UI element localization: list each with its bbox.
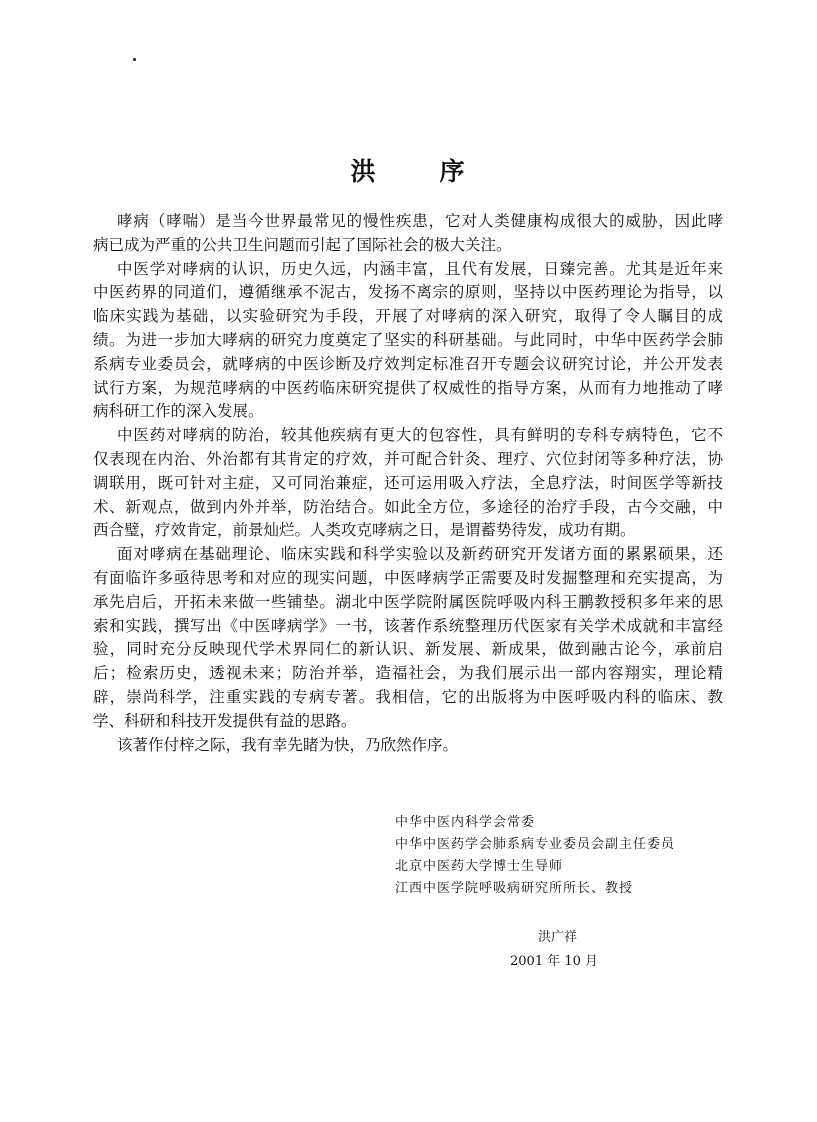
paragraph [93,424,723,543]
text-line: 面对哮病在基础理论、临床实践和科学实验以及新药研究开发诸方面的累累硕果，还 [117,545,723,564]
text-line: 术、新观点，做到内外并举，防治结合。如此全方位，多途径的治疗手段，古今交融，中 [93,497,723,516]
text-line: 病科研工作的深入发展。 [93,402,264,421]
author-name: 洪广祥 [538,930,578,945]
text-line: 西合璧，疗效肯定，前景灿烂。人类攻克哮病之日，是谓蓄势待发，成功有期。 [93,521,636,540]
text-line: 系病专业委员会，就哮病的中医诊断及疗效判定标准召开专题会议研究讨论，并公开发表 [93,354,723,373]
text-line: 学、科研和科技开发提供有益的思路。 [93,711,357,730]
text-line: 哮病（哮喘）是当今世界最常见的慢性疾患，它对人类健康构成很大的威胁，因此哮 [117,212,723,230]
text-line: 中医药对哮病的防治，较其他疾病有更大的包容性，具有鲜明的专科专病特色，它不 [117,426,723,445]
text-line: 临床实践为基础，以实验研究为手段，开展了对哮病的深入研究，取得了令人瞩目的成 [93,307,723,326]
title-char-1: 洪 [350,157,378,186]
text-line: 索和实践，撰写出《中医哮病学》一书，该著作系统整理历代医家有关学术成就和丰富经 [93,616,723,635]
paragraph [93,258,723,425]
text-line: 病已成为严重的公共卫生问题而引起了国际社会的极大关注。 [93,235,512,254]
signature-date: 2001 年 10 月 [510,954,599,969]
text-line: 该著作付梓之际，我有幸先睹为快，乃欣然作序。 [117,735,459,754]
text-line: 验，同时充分反映现代学术界同仁的新认识、新发展、新成果，做到融古论今，承前启 [93,640,723,659]
affiliation-line: 中华中医药学会肺系病专业委员会副主任委员 [395,837,676,852]
text-line: 承先启后，开拓未来做一些铺垫。湖北中医学院附属医院呼吸内科王鹏教授积多年来的思 [93,592,723,611]
page-title [0,152,817,188]
text-line: 中医药界的同道们，遵循继承不泥古，发扬不离宗的原则，坚持以中医药理论为指导，以 [93,283,723,302]
paragraph [93,734,723,758]
paragraph [93,543,723,733]
author-affiliations [395,812,675,900]
scan-speck [133,58,136,61]
affiliation-line: 中华中医内科学会常委 [395,815,536,830]
title-char-2: 序 [439,157,467,186]
text-line: 绩。为进一步加大哮病的研究力度奠定了坚实的科研基础。与此同时，中华中医药学会肺 [93,330,723,349]
paragraph [93,210,723,258]
text-line: 调联用，既可针对主症，又可同治兼症，还可运用吸入疗法，全息疗法，时间医学等新技 [93,473,723,492]
text-line: 有面临许多亟待思考和对应的现实问题，中医哮病学正需要及时发掘整理和充实提高，为 [93,568,723,587]
text-line: 中医学对哮病的认识，历史久远，内涵丰富，且代有发展，日臻完善。尤其是近年来 [117,259,723,278]
text-line: 试行方案，为规范哮病的中医药临床研究提供了权威性的指导方案，从而有力地推动了哮 [93,378,723,397]
preface-body [93,210,723,757]
text-line: 辟，崇尚科学，注重实践的专病专著。我相信，它的出版将为中医呼吸内科的临床、教 [93,687,723,706]
text-line: 后；检索历史，透视未来；防治并举，造福社会，为我们展示出一部内容翔实，理论精 [93,664,723,683]
affiliation-line: 江西中医学院呼吸病研究所所长、教授 [395,881,634,896]
affiliation-line: 北京中医药大学博士生导师 [395,859,564,874]
text-line: 仅表现在内治、外治都有其肯定的疗效，并可配合针灸、理疗、穴位封闭等多种疗法，协 [93,449,723,468]
